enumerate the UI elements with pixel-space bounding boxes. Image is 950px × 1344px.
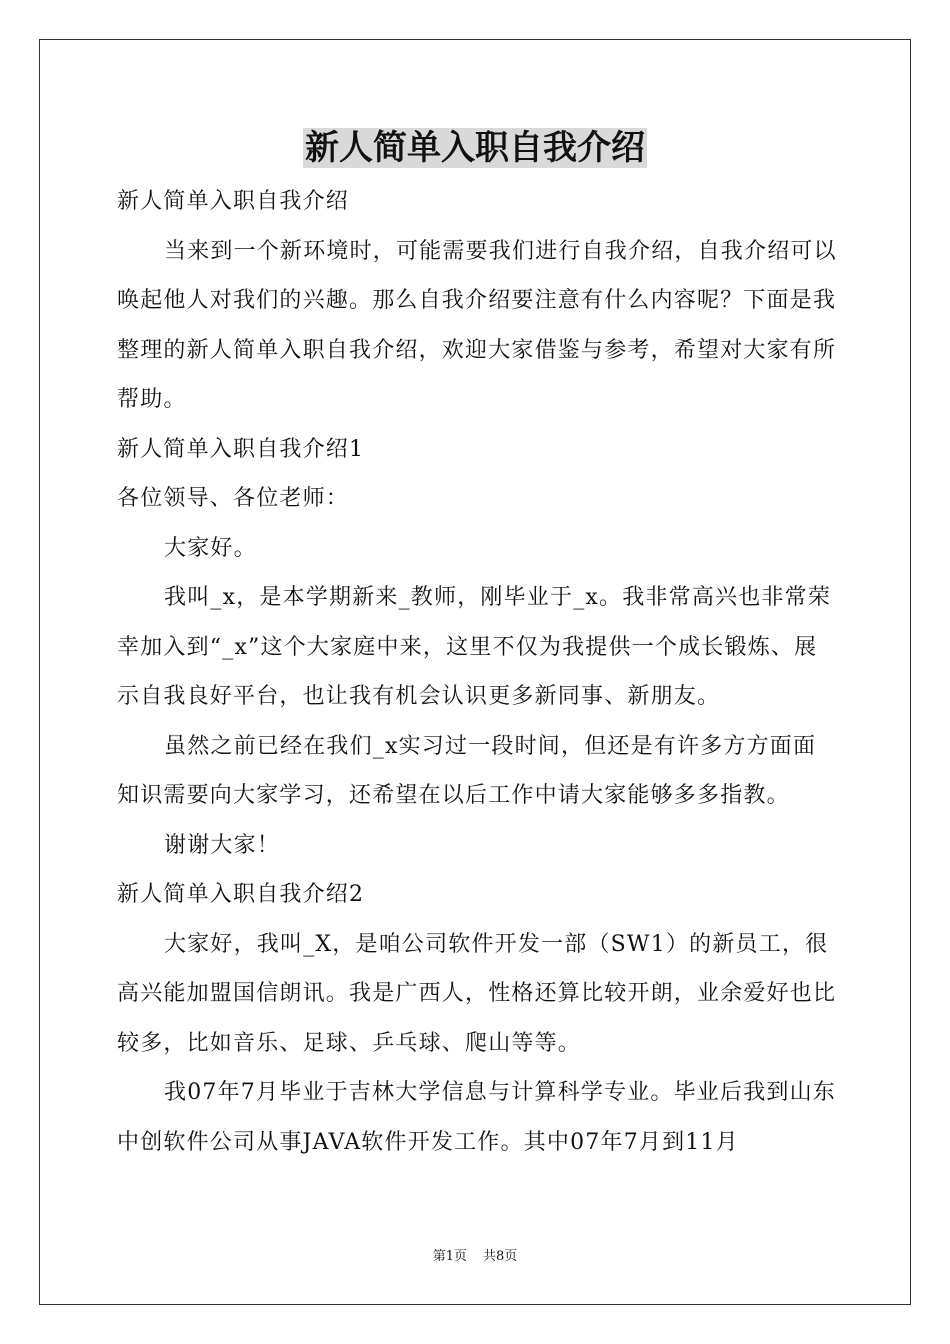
- paragraph: 大家好。: [164, 535, 257, 561]
- paragraph: 大家好，我叫_X，是咱公司软件开发一部（SW1）的新员工，很高兴能加盟国信朗讯。我是广西人，性格还算比较开朗，业余爱好也比较多，比如音乐、足球、乒乓球、爬山等等。: [117, 931, 837, 1056]
- paragraph: 虽然之前已经在我们_x实习过一段时间，但还是有许多方方面面知识需要向大家学习，还希望在以后工作中请大家能够多多指教。: [117, 733, 817, 808]
- page-total: 共8页: [483, 1249, 518, 1264]
- paragraph: 我07年7月毕业于吉林大学信息与计算科学专业。毕业后我到山东中创软件公司从事JAVA软件开发工作。其中07年7月到11月: [117, 1080, 836, 1155]
- document-title: [0, 126, 950, 170]
- section-heading: 新人简单入职自我介绍1: [117, 436, 365, 462]
- document-title-text: 新人简单入职自我介绍: [305, 128, 645, 168]
- document-body: [117, 177, 837, 1167]
- section-heading: 新人简单入职自我介绍2: [117, 882, 365, 907]
- page-footer: [0, 1248, 950, 1266]
- page-number: 第1页: [432, 1249, 467, 1264]
- paragraph: 各位领导、各位老师：: [117, 486, 350, 511]
- paragraph: 新人简单入职自我介绍: [117, 189, 350, 214]
- paragraph: 我叫_x，是本学期新来_教师，刚毕业于_x。我非常高兴也非常荣幸加入到“_x”这个大家庭中来，这里不仅为我提供一个成长锻炼、展示自我良好平台，也让我有机会认识更多新同事、新朋友。: [117, 585, 832, 709]
- paragraph: 谢谢大家！: [164, 832, 281, 858]
- paragraph: 当来到一个新环境时，可能需要我们进行自我介绍，自我介绍可以唤起他人对我们的兴趣。那么自我介绍要注意有什么内容呢？下面是我整理的新人简单入职自我介绍，欢迎大家借鉴与参考，希望对大家有所帮助。: [117, 238, 837, 412]
